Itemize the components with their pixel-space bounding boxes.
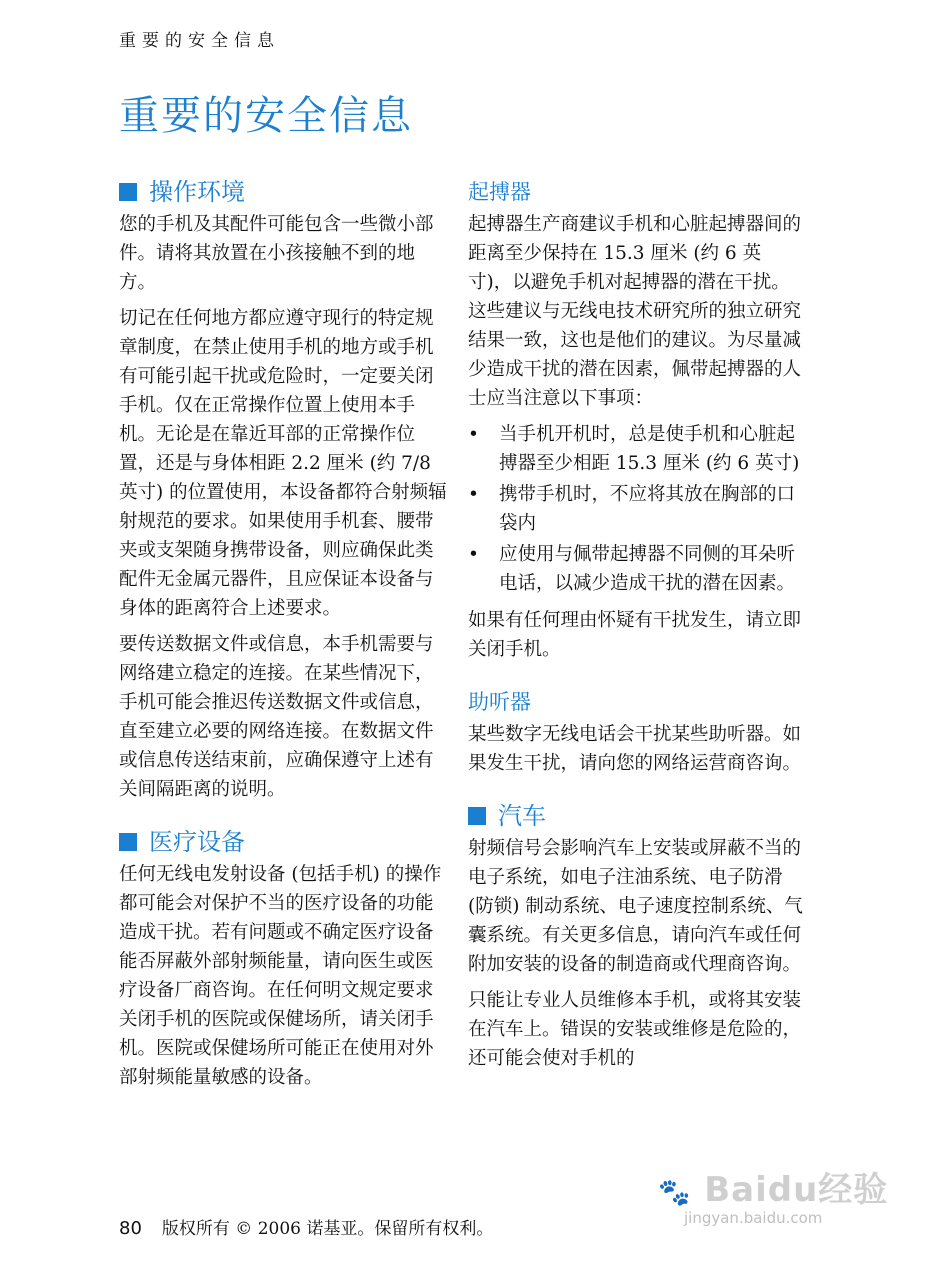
paragraph: 如果有任何理由怀疑有干扰发生，请立即关闭手机。	[468, 610, 802, 660]
right-column	[468, 176, 803, 1095]
paw-icon: 🐾	[658, 1178, 692, 1208]
section-square-icon	[119, 833, 137, 851]
section-hearing-aids	[468, 686, 803, 778]
page-footer	[119, 1214, 493, 1239]
page-number: 80	[119, 1218, 142, 1239]
section-title-text: 医疗设备	[149, 828, 245, 856]
watermark-url: jingyan.baidu.com	[684, 1209, 823, 1227]
bullet-icon: •	[468, 544, 479, 565]
list-item-text: 当手机开机时，总是使手机和心脏起搏器至少相距 15.3 厘米 (约 6 英寸)	[499, 424, 800, 474]
copyright-text: 版权所有 © 2006 诺基亚。保留所有权利。	[161, 1219, 494, 1239]
subsection-title: 助听器	[468, 690, 531, 714]
list-item-text: 应使用与佩带起搏器不同侧的耳朵听电话，以减少造成干扰的潜在因素。	[499, 544, 796, 594]
list-item	[468, 540, 803, 598]
paragraph: 您的手机及其配件可能包含一些微小部件。请将其放置在小孩接触不到的地方。	[119, 214, 434, 293]
section-vehicles	[468, 800, 803, 1073]
list-item	[468, 420, 803, 478]
subsection-title: 起搏器	[468, 180, 531, 204]
running-header: 重要的安全信息	[119, 31, 280, 51]
paragraph: 某些数字无线电话会干扰某些助听器。如果发生干扰，请向您的网络运营商咨询。	[468, 724, 802, 774]
section-medical-devices	[119, 826, 449, 1092]
paragraph: 要传送数据文件或信息，本手机需要与网络建立稳定的连接。在某些情况下，手机可能会推迟传送数据文件或信息，直至建立必要的网络连接。在数据文件或信息传送结束前，应确保遵守上述有关间隔距离的说明。	[119, 634, 434, 800]
section-title	[119, 176, 449, 208]
paragraph: 切记在任何地方都应遵守现行的特定规章制度，在禁止使用手机的地方或手机有可能引起干扰或危险时，一定要关闭手机。仅在正常操作位置上使用本手机。无论是在靠近耳部的正常操作位置，还是与身体相距 2.2 厘米 (约 7/8 英寸) 的位置使用，本设备都符合射频辐射规范的要求。如果使用手机套、腰带夹或支架随身携带设备，则应确保此类配件无金属元器件，且应保证本设备与身体的距离符合上述要求。	[119, 308, 447, 619]
paragraph: 任何无线电发射设备 (包括手机) 的操作都可能会对保护不当的医疗设备的功能造成干扰。若有问题或不确定医疗设备能否屏蔽外部射频能量，请向医生或医疗设备厂商咨询。在任何明文规定要求关闭手机的医院或保健场所，请关闭手机。医院或保健场所可能正在使用对外部射频能量敏感的设备。	[119, 864, 442, 1088]
list-item-text: 携带手机时，不应将其放在胸部的口袋内	[499, 484, 796, 534]
watermark-logo-text: Baidu经验	[704, 1170, 889, 1210]
section-square-icon	[119, 183, 137, 201]
left-column	[119, 176, 449, 1114]
list-item	[468, 480, 803, 538]
paragraph: 射频信号会影响汽车上安装或屏蔽不当的电子系统，如电子注油系统、电子防滑 (防锁) 制动系统、电子速度控制系统、气囊系统。有关更多信息，请向汽车或任何附加安装的设备的制造商或代理商咨询。	[468, 838, 803, 975]
section-operating-environment	[119, 176, 449, 804]
section-title-text: 汽车	[498, 802, 546, 830]
section-title	[119, 826, 449, 858]
section-title	[468, 800, 803, 832]
bullet-list	[468, 420, 803, 598]
paragraph: 只能让专业人员维修本手机，或将其安装在汽车上。错误的安装或维修是危险的，还可能会使对手机的	[468, 990, 802, 1069]
section-square-icon	[468, 807, 486, 825]
page-title: 重要的安全信息	[119, 93, 413, 139]
section-title-text: 操作环境	[149, 178, 245, 206]
watermark-logo	[658, 1162, 898, 1211]
section-pacemaker	[468, 176, 803, 664]
bullet-icon: •	[468, 424, 479, 445]
baidu-watermark	[658, 1162, 898, 1246]
bullet-icon: •	[468, 484, 479, 505]
paragraph: 起搏器生产商建议手机和心脏起搏器间的距离至少保持在 15.3 厘米 (约 6 英寸)，以避免手机对起搏器的潜在干扰。这些建议与无线电技术研究所的独立研究结果一致，这也是他们的建议。为尽量减少造成干扰的潜在因素，佩带起搏器的人士应当注意以下事项：	[468, 214, 802, 409]
